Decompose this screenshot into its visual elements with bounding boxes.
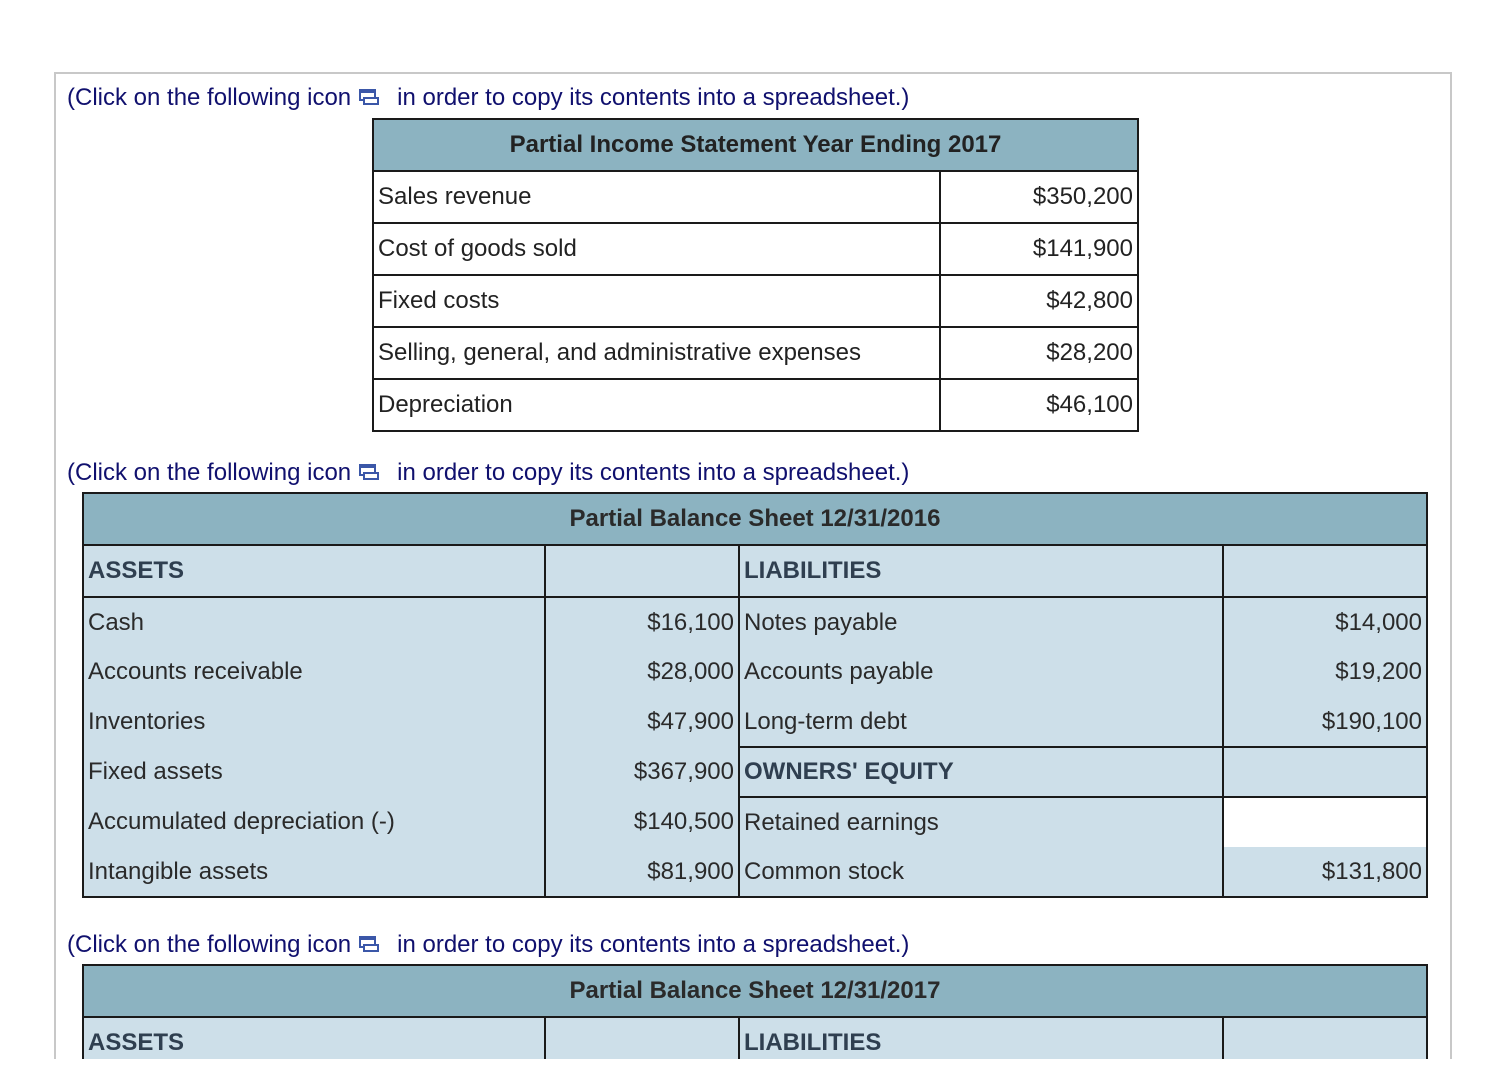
equity-value — [1223, 797, 1427, 847]
table-row — [373, 275, 1138, 327]
table-row — [373, 327, 1138, 379]
liability-label: Accounts payable — [739, 647, 1223, 697]
copy-instruction-1: (Click on the following icon in order to copy its contents into a spreadsheet.) — [67, 84, 910, 111]
balance-sheet-2017-title: Partial Balance Sheet 12/31/2017 — [83, 965, 1427, 1017]
income-value: $42,800 — [940, 275, 1138, 327]
liabilities-header: LIABILITIES — [739, 545, 1223, 597]
asset-value: $16,100 — [545, 597, 739, 647]
income-value: $350,200 — [940, 171, 1138, 223]
copy-to-spreadsheet-icon[interactable] — [359, 464, 379, 482]
assets-header: ASSETS — [83, 545, 545, 597]
liabilities-header-value — [1223, 1017, 1427, 1059]
liability-label: Notes payable — [739, 597, 1223, 647]
content-frame — [54, 72, 1452, 1059]
income-label: Depreciation — [373, 379, 940, 431]
liability-value: $190,100 — [1223, 697, 1427, 747]
liability-value: $14,000 — [1223, 597, 1427, 647]
table-row — [83, 747, 1427, 797]
balance-sheet-2016-title: Partial Balance Sheet 12/31/2016 — [83, 493, 1427, 545]
table-row — [373, 379, 1138, 431]
equity-label: Retained earnings — [739, 797, 1223, 847]
income-label: Fixed costs — [373, 275, 940, 327]
income-value: $46,100 — [940, 379, 1138, 431]
balance-sheet-2016-table — [82, 492, 1428, 898]
income-value: $28,200 — [940, 327, 1138, 379]
asset-value: $81,900 — [545, 847, 739, 897]
copy-instruction-3: (Click on the following icon in order to copy its contents into a spreadsheet.) — [67, 931, 910, 958]
owners-equity-header: OWNERS' EQUITY — [739, 747, 1223, 797]
asset-value: $28,000 — [545, 647, 739, 697]
asset-label: Accounts receivable — [83, 647, 545, 697]
table-row — [83, 797, 1427, 847]
balance-sheet-2017-table — [82, 964, 1428, 1059]
asset-label: Inventories — [83, 697, 545, 747]
liability-label: Long-term debt — [739, 697, 1223, 747]
liabilities-header-value — [1223, 545, 1427, 597]
asset-label: Fixed assets — [83, 747, 545, 797]
table-row — [83, 597, 1427, 647]
copy-to-spreadsheet-icon[interactable] — [359, 89, 379, 107]
table-row — [83, 697, 1427, 747]
income-statement-table — [372, 118, 1139, 432]
equity-value: $131,800 — [1223, 847, 1427, 897]
income-label: Selling, general, and administrative expenses — [373, 327, 940, 379]
assets-header: ASSETS — [83, 1017, 545, 1059]
liabilities-header: LIABILITIES — [739, 1017, 1223, 1059]
assets-header-value — [545, 1017, 739, 1059]
asset-label: Cash — [83, 597, 545, 647]
asset-value: $367,900 — [545, 747, 739, 797]
income-label: Cost of goods sold — [373, 223, 940, 275]
copy-instruction-2: (Click on the following icon in order to copy its contents into a spreadsheet.) — [67, 459, 910, 486]
assets-header-value — [545, 545, 739, 597]
liability-value: $19,200 — [1223, 647, 1427, 697]
table-row — [373, 171, 1138, 223]
owners-equity-header-value — [1223, 747, 1427, 797]
income-label: Sales revenue — [373, 171, 940, 223]
income-statement-title: Partial Income Statement Year Ending 2017 — [373, 119, 1138, 171]
asset-value: $140,500 — [545, 797, 739, 847]
copy-to-spreadsheet-icon[interactable] — [359, 936, 379, 954]
income-value: $141,900 — [940, 223, 1138, 275]
table-row — [83, 647, 1427, 697]
table-row — [83, 847, 1427, 897]
asset-value: $47,900 — [545, 697, 739, 747]
equity-label: Common stock — [739, 847, 1223, 897]
table-row — [373, 223, 1138, 275]
asset-label: Accumulated depreciation (-) — [83, 797, 545, 847]
asset-label: Intangible assets — [83, 847, 545, 897]
